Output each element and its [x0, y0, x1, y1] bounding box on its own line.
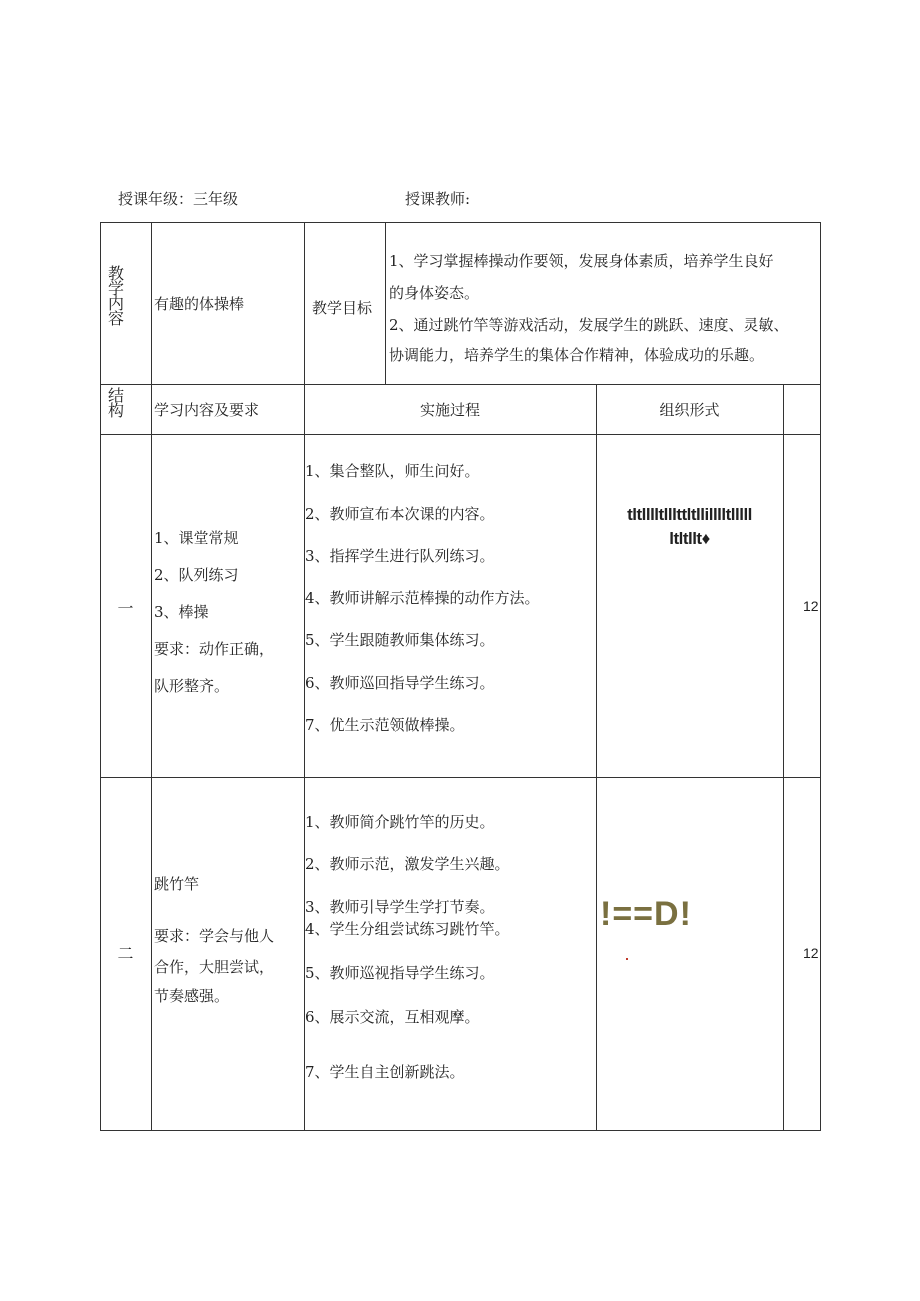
section-2-step-3: 3、教师引导学生学打节奏。 [305, 898, 495, 916]
section-1-step-6: 6、教师巡回指导学生练习。 [305, 674, 495, 692]
section-1-requirement-1: 要求：动作正确， [154, 640, 275, 658]
lesson-topic: 有趣的体操棒 [154, 295, 245, 313]
section-1-item-3: 3、棒操 [154, 603, 209, 621]
section-1-step-1: 1、集合整队，师生问好。 [305, 462, 480, 480]
section-2-step-6: 6、展示交流，互相观摩。 [305, 1008, 480, 1026]
section-1-step-3: 3、指挥学生进行队列练习。 [305, 547, 495, 565]
process-header: 实施过程 [419, 401, 480, 419]
section-1-number: 一 [117, 599, 134, 618]
formation-dot [626, 958, 628, 960]
section-2-requirement-2: 合作，大胆尝试， [154, 958, 275, 976]
goal-1-line-1: 1、学习掌握棒操动作要领，发展身体素质，培养学生良好 [389, 252, 774, 270]
section-2-requirement-3: 节奏感强。 [154, 987, 230, 1005]
section-1-step-7: 7、优生示范领做棒操。 [305, 716, 465, 734]
grade-label: 授课年级：三年级 [118, 190, 239, 208]
section-1-item-2: 2、队列练习 [154, 566, 239, 584]
section-2-time: 12 [803, 945, 819, 961]
section-2-number: 二 [117, 944, 134, 963]
section-1-step-4: 4、教师讲解示范棒操的动作方法。 [305, 589, 540, 607]
section-2-requirement-1: 要求：学会与他人 [154, 927, 275, 945]
section-1-time: 12 [803, 598, 819, 614]
section-1-requirement-2: 队形整齐。 [154, 677, 230, 695]
section-1-item-1: 1、课堂常规 [154, 529, 239, 547]
section-2-step-2: 2、教师示范，激发学生兴趣。 [305, 855, 510, 873]
goal-2-line-2: 协调能力，培养学生的集体合作精神，体验成功的乐趣。 [389, 346, 765, 364]
formation-pattern-line-2: ltltllt♦ [669, 529, 710, 548]
goal-1-line-2: 的身体姿态。 [389, 284, 480, 302]
section-2-step-5: 5、教师巡视指导学生练习。 [305, 964, 495, 982]
formation-mark: !==D! [600, 895, 692, 933]
content-header: 学习内容及要求 [154, 401, 260, 419]
organization-header: 组织形式 [659, 401, 720, 419]
teacher-label: 授课教师: [405, 190, 471, 208]
teaching-goal-label: 教学目标 [312, 299, 373, 317]
section-2-step-7: 7、学生自主创新跳法。 [305, 1063, 465, 1081]
section-2-step-4: 4、学生分组尝试练习跳竹竿。 [305, 920, 510, 938]
section-1-step-2: 2、教师宣布本次课的内容。 [305, 505, 495, 523]
formation-diagram [600, 895, 712, 933]
section-1-step-5: 5、学生跟随教师集体练习。 [305, 631, 495, 649]
structure-header: 结构 [107, 386, 124, 420]
section-2-item: 跳竹竿 [154, 875, 200, 893]
goal-2-line-1: 2、通过跳竹竿等游戏活动，发展学生的跳跃、速度、灵敏、 [389, 316, 789, 334]
teaching-content-label: 教学内容 [107, 264, 124, 328]
formation-pattern-line-1: tltlllltlllttltllilllltlllll [627, 505, 752, 524]
section-2-step-1: 1、教师简介跳竹竿的历史。 [305, 813, 495, 831]
